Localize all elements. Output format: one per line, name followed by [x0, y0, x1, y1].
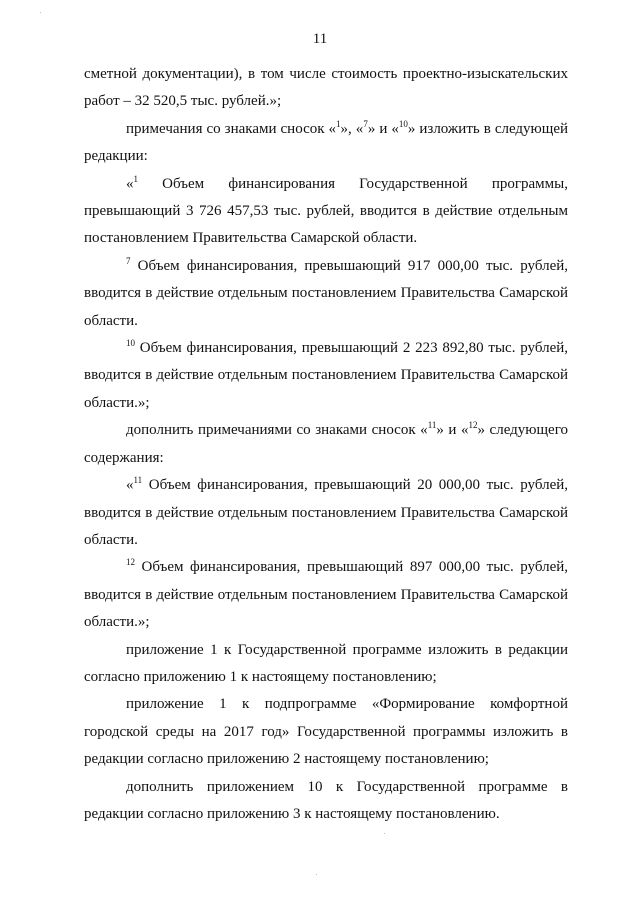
footnote-mark: 11 [427, 420, 437, 431]
footnote-mark: 7 [126, 255, 131, 266]
paragraph [84, 335, 568, 417]
scan-speck [384, 833, 385, 834]
paragraph-text: дополнить примечаниями со знаками сносок « [126, 422, 428, 439]
paragraph-text: » и « [367, 120, 399, 137]
paragraph-text: » и « [436, 422, 469, 439]
paragraph-text: Объем финансирования Государственной программы, превышающий 3 726 457,53 тыс. рублей, вводится в действие отдельным постановлением Правительства Самарской области. [84, 175, 568, 247]
paragraph-text: « [126, 477, 134, 494]
footnote-mark: 1 [336, 118, 341, 129]
paragraph-text: дополнить приложением 10 к Государственной программе в редакции согласно приложению 3 к настоящему постановлению. [84, 778, 568, 822]
paragraph [84, 253, 568, 335]
paragraph [84, 472, 568, 554]
footnote-mark: 7 [363, 118, 368, 129]
paragraph [84, 774, 568, 829]
paragraph [84, 417, 568, 472]
paragraph-text: Объем финансирования, превышающий 917 000,00 тыс. рублей, вводится в действие отдельным постановлением Правительства Самарской области. [84, 257, 568, 329]
footnote-mark: 12 [468, 420, 478, 431]
paragraph-text: Объем финансирования, превышающий 2 223 892,80 тыс. рублей, вводится в действие отдельным постановлением Правительства Самарской области.»; [84, 340, 568, 411]
paragraph [84, 554, 568, 636]
paragraph-text: приложение 1 к подпрограмме «Формирование комфортной городской среды на 2017 год» Государственной программы изложить в редакции согласно приложению 2 настоящему постановлению; [84, 696, 568, 768]
footnote-mark: 12 [126, 557, 135, 568]
paragraph-text: Объем финансирования, превышающий 20 000,00 тыс. рублей, вводится в действие отдельным постановлением Правительства Самарской области. [84, 477, 568, 548]
paragraph [84, 116, 568, 171]
paragraph [84, 637, 568, 692]
paragraph-text: » изложить в следующей редакции: [84, 120, 568, 165]
paragraph-text: сметной документации), в том числе стоимость проектно-изыскательских работ – 32 520,5 тыс. рублей.»; [84, 66, 568, 110]
footnote-mark: 10 [398, 118, 408, 129]
paragraph [84, 61, 568, 116]
paragraph-text: приложение 1 к Государственной программе изложить в редакции согласно приложению 1 к настоящему постановлению; [84, 641, 568, 685]
paragraph [84, 171, 568, 253]
paragraph-text: примечания со знаками сносок « [126, 120, 337, 137]
scan-speck [316, 874, 317, 875]
document-body [84, 61, 568, 828]
footnote-mark: 10 [126, 338, 135, 349]
scan-speck [40, 12, 41, 13]
footnote-mark: 11 [133, 475, 143, 486]
page-number: 11 [312, 31, 328, 47]
paragraph-text: Объем финансирования, превышающий 897 000,00 тыс. рублей, вводится в действие отдельным постановлением Правительства Самарской области.»; [84, 559, 568, 631]
paragraph-text: « [126, 175, 134, 192]
footnote-mark: 1 [133, 173, 138, 184]
paragraph [84, 691, 568, 773]
paragraph-text: » следующего содержания: [84, 422, 568, 466]
paragraph-text: », « [340, 120, 364, 137]
